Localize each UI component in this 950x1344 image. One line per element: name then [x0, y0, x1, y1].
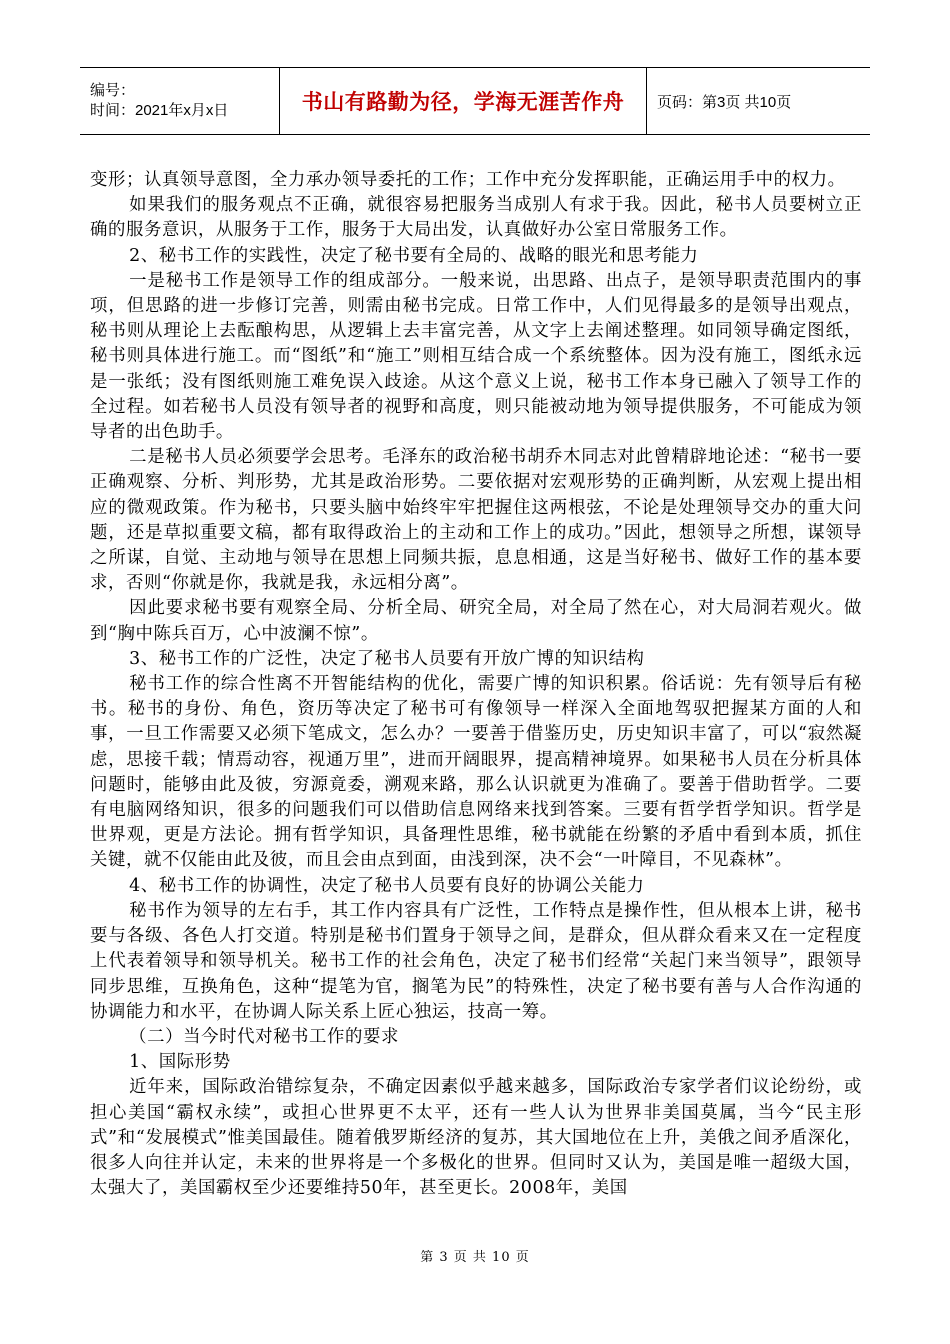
- body-paragraph: 4、秘书工作的协调性，决定了秘书人员要有良好的协调公关能力: [129, 875, 645, 896]
- body-paragraph: 近年来，国际政治错综复杂，不确定因素似乎越来越多，国际政治专家学者们议论纷纷，或担心美国“霸权永续”，或担心世界更不太平，还有一些人认为世界非美国莫属，当今“民主形式”和“发展模式”惟美国最佳。随着俄罗斯经济的复苏，其大国地位在上升，美俄之间矛盾深化，很多人向往并认定，未来的世界将是一个多极化的世界。但同时又认为，美国是唯一超级大国，太强大了，美国霸权至少还要维持50年，甚至更长。2008年，美国: [90, 1077, 862, 1199]
- document-body: [90, 168, 862, 1201]
- body-paragraph: 一是秘书工作是领导工作的组成部分。一般来说，出思路、出点子，是领导职责范围内的事项，但思路的进一步修订完善，则需由秘书完成。日常工作中，人们见得最多的是领导出观点，秘书则从理论上去酝酿构思，从逻辑上去丰富完善，从文字上去阐述整理。如同领导确定图纸，秘书则具体进行施工。而“图纸”和“施工”则相互结合成一个系统整体。因为没有施工，图纸永远是一张纸；没有图纸则施工难免误入歧途。从这个意义上说，秘书工作本身已融入了领导工作的全过程。如若秘书人员没有领导者的视野和高度，则只能被动地为领导提供服务，不可能成为领导者的出色助手。: [90, 270, 862, 443]
- document-date-label: 时间：2021年x月x日: [90, 102, 229, 119]
- body-paragraph: 2、秘书工作的实践性，决定了秘书要有全局的、战略的眼光和思考能力: [129, 245, 699, 266]
- header-motto: 书山有路勤为径，学海无涯苦作舟: [301, 90, 625, 114]
- body-paragraph: 3、秘书工作的广泛性，决定了秘书人员要有开放广博的知识结构: [129, 648, 645, 669]
- header-page-indicator: 页码：第3页 共10页: [657, 93, 792, 111]
- header-meta: [80, 68, 280, 135]
- body-paragraph: 秘书作为领导的左右手，其工作内容具有广泛性，工作特点是操作性，但从根本上讲，秘书要与各级、各色人打交道。特别是秘书们置身于领导之间，是群众，但从群众看来又在一定程度上代表着领导和领导机关。秘书工作的社会角色，决定了秘书们经常“关起门来当领导”，跟领导同步思维，互换角色，这种“提笔为官，搁笔为民”的特殊性，决定了秘书要有善与人合作沟通的协调能力和水平，在协调人际关系上匠心独运，技高一筹。: [90, 900, 862, 1022]
- body-paragraph: 因此要求秘书要有观察全局、分析全局、研究全局，对全局了然在心，对大局洞若观火。做到“胸中陈兵百万，心中波澜不惊”。: [90, 598, 862, 644]
- page-footer: 第 3 页 共 10 页: [420, 1250, 530, 1265]
- body-paragraph: 秘书工作的综合性离不开智能结构的优化，需要广博的知识积累。俗话说：先有领导后有秘书。秘书的身份、角色，资历等决定了秘书可有像领导一样深入全面地驾驭把握某方面的人和事，一旦工作需要又必须下笔成文，怎么办？一要善于借鉴历史，历史知识丰富了，可以“寂然凝虑，思接千载；情焉动容，视通万里”，进而开阔眼界，提高精神境界。如果秘书人员在分析具体问题时，能够由此及彼，穷源竟委，溯观来路，那么认识就更为准确了。要善于借助哲学。二要有电脑网络知识，很多的问题我们可以借助信息网络来找到答案。三要有哲学哲学知识。哲学是世界观，更是方法论。拥有哲学知识，具备理性思维，秘书就能在纷繁的矛盾中看到本质，抓住关键，就不仅能由此及彼，而且会由点到面，由浅到深，决不会“一叶障目，不见森林”。: [90, 674, 862, 871]
- header-motto-cell: [280, 68, 647, 135]
- body-paragraph: 1、国际形势: [129, 1052, 231, 1073]
- document-number-label: 编号：: [90, 82, 136, 99]
- body-paragraph: 如果我们的服务观点不正确，就很容易把服务当成别人有求于我。因此，秘书人员要树立正确的服务意识，从服务于工作，服务于大局出发，认真做好办公室日常服务工作。: [90, 195, 862, 241]
- body-paragraph: 变形；认真领导意图，全力承办领导委托的工作；工作中充分发挥职能，正确运用手中的权力。: [90, 170, 846, 190]
- body-paragraph: 二是秘书人员必须要学会思考。毛泽东的政治秘书胡乔木同志对此曾精辟地论述：“秘书一要正确观察、分析、判形势，尤其是政治形势。二要依据对宏观形势的正确判断，从宏观上提出相应的微观政策。作为秘书，只要头脑中始终牢牢把握住这两根弦，不论是处理领导交办的重大问题，还是草拟重要文稿，都有取得政治上的主动和工作上的成功。”因此，想领导之所想，谋领导之所谋，自觉、主动地与领导在思想上同频共振，息息相通，这是当好秘书、做好工作的基本要求，否则“你就是你，我就是我，永远相分离”。: [90, 447, 862, 594]
- body-paragraph: （二）当今时代对秘书工作的要求: [129, 1026, 400, 1047]
- page-header: [80, 67, 870, 135]
